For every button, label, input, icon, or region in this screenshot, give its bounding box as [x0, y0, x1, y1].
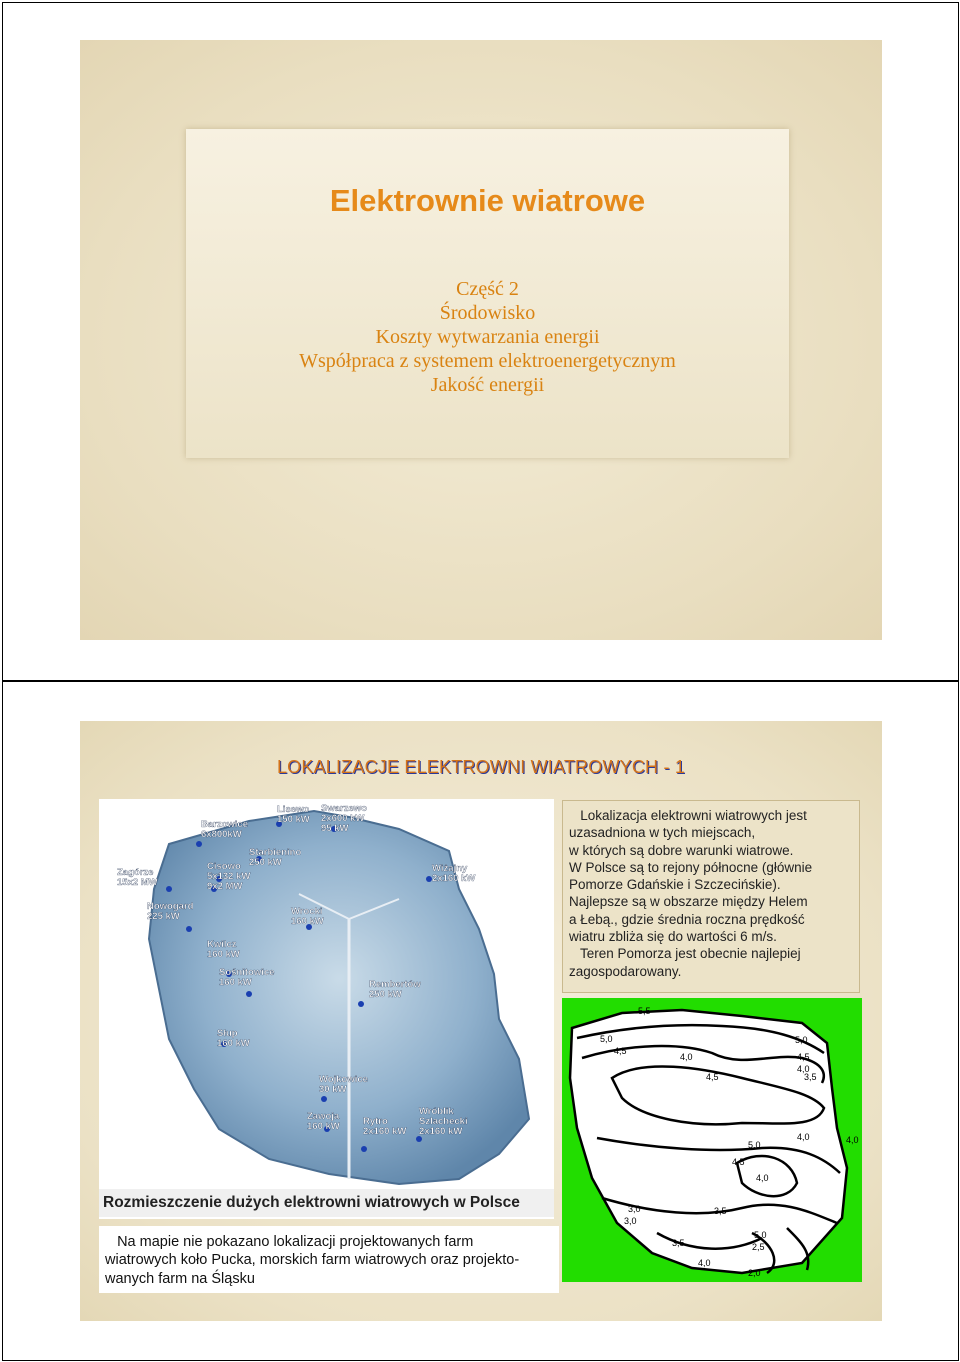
text-line: W Polsce są to rejony północne (głównie [569, 859, 813, 875]
svg-text:250 kW: 250 kW [249, 857, 282, 868]
svg-text:5,0: 5,0 [795, 1035, 808, 1045]
svg-text:Nowogard: Nowogard [147, 901, 194, 912]
text-line: Pomorze Gdańskie i Szczecińskie). [569, 877, 781, 893]
svg-text:4,0: 4,0 [756, 1173, 769, 1183]
svg-text:5,0: 5,0 [754, 1230, 767, 1240]
svg-text:2x600 kW: 2x600 kW [321, 813, 365, 824]
svg-text:4,0: 4,0 [846, 1135, 859, 1145]
svg-text:Kwilcz: Kwilcz [207, 939, 237, 950]
slide-1-subtitle [186, 277, 789, 397]
svg-text:160 kW: 160 kW [217, 1038, 250, 1049]
svg-text:160 kW: 160 kW [219, 977, 252, 988]
slide-1-title: Elektrownie wiatrowe [329, 183, 646, 218]
subtitle-line: Koszty wytwarzania energii [375, 326, 600, 348]
svg-text:160 kW: 160 kW [207, 949, 240, 960]
svg-text:160 kW: 160 kW [291, 916, 324, 927]
svg-text:Wojkowice: Wojkowice [319, 1074, 368, 1085]
svg-text:15x2 MW: 15x2 MW [117, 877, 158, 888]
svg-text:2x160 kW: 2x160 kW [419, 1126, 463, 1137]
svg-text:3,0: 3,0 [624, 1216, 637, 1226]
text-line: wiatru zbliża się do wartości 6 m/s. [569, 929, 777, 945]
svg-text:30 kW: 30 kW [319, 1084, 347, 1095]
text-line: Lokalizacja elektrowni wiatrowych jest [569, 808, 807, 823]
svg-text:9x2 MW: 9x2 MW [207, 881, 243, 892]
note-line: wiatrowych koło Pucka, morskich farm wiatrowych oraz projekto- [105, 1252, 520, 1269]
svg-text:160 kW: 160 kW [307, 1121, 340, 1132]
svg-text:Barzowice: Barzowice [201, 819, 248, 830]
svg-text:150 kW: 150 kW [277, 814, 310, 825]
description-text [562, 800, 860, 993]
svg-text:Sośnitowice: Sośnitowice [219, 967, 275, 978]
svg-text:4,0: 4,0 [797, 1064, 810, 1074]
svg-text:Lisewo: Lisewo [277, 804, 310, 815]
text-line: zagospodarowany. [569, 963, 682, 979]
svg-text:Wiżajny: Wiżajny [432, 863, 468, 874]
subtitle-line: Środowisko [439, 302, 536, 324]
svg-text:5,0: 5,0 [600, 1034, 613, 1044]
slide-2-title: LOKALIZACJE ELEKTROWNI WIATROWYCH - 1 [276, 757, 686, 777]
text-line: Teren Pomorza jest obecnie najlepiej [569, 946, 801, 962]
svg-text:Wrocki: Wrocki [291, 906, 323, 917]
note-text [99, 1226, 559, 1293]
text-line: w których są dobre warunki wiatrowe. [569, 842, 794, 858]
svg-text:2x160 kW: 2x160 kW [432, 873, 476, 884]
svg-text:6x800kW: 6x800kW [201, 829, 242, 840]
subtitle-line: Współpraca z systemem elektroenergetycznym [299, 350, 676, 372]
text-line: uzasadniona w tych miejscach, [569, 825, 756, 841]
svg-text:Wróblik: Wróblik [419, 1106, 454, 1117]
svg-text:2x160 kW: 2x160 kW [363, 1126, 407, 1137]
svg-text:95 kW: 95 kW [321, 823, 349, 834]
svg-text:5x132 kW: 5x132 kW [207, 871, 251, 882]
svg-text:Zagórze: Zagórze [117, 867, 154, 878]
svg-text:4,0: 4,0 [698, 1258, 711, 1268]
subtitle-line: Jakość energii [430, 374, 545, 396]
svg-text:4,5: 4,5 [614, 1046, 627, 1056]
svg-text:Szlachecki: Szlachecki [419, 1116, 468, 1127]
wind-farm-map [99, 799, 554, 1219]
svg-text:5,5: 5,5 [638, 1006, 651, 1016]
svg-text:3,0: 3,0 [628, 1204, 641, 1214]
svg-text:Rembertów: Rembertów [369, 979, 421, 990]
svg-text:225 kW: 225 kW [147, 911, 180, 922]
svg-text:4,0: 4,0 [797, 1132, 810, 1142]
svg-text:Starbienino: Starbienino [249, 847, 302, 858]
svg-text:2,5: 2,5 [752, 1242, 765, 1252]
svg-text:3,5: 3,5 [804, 1072, 817, 1082]
text-line: a Łebą., gdzie średnia roczna prędkość [569, 911, 805, 927]
wind-speed-map [562, 998, 862, 1282]
svg-text:Rytro: Rytro [363, 1116, 388, 1127]
svg-text:3,5: 3,5 [714, 1206, 727, 1216]
svg-text:4,5: 4,5 [706, 1072, 719, 1082]
isoline-map-image [562, 998, 862, 1282]
note-line: Na mapie nie pokazano lokalizacji projektowanych farm [105, 1234, 474, 1250]
note-line: wanych farm na Śląsku [105, 1270, 255, 1287]
subtitle-line: Część 2 [456, 278, 519, 300]
svg-text:3,5: 3,5 [672, 1238, 685, 1248]
map-caption: Rozmieszczenie dużych elektrowni wiatrowych w Polsce [99, 1189, 554, 1217]
svg-text:250 kW: 250 kW [369, 989, 402, 1000]
svg-text:2,0: 2,0 [748, 1268, 761, 1278]
svg-text:4,5: 4,5 [732, 1157, 745, 1167]
svg-text:5,0: 5,0 [748, 1140, 761, 1150]
svg-text:4,0: 4,0 [680, 1052, 693, 1062]
svg-text:Cisowo: Cisowo [207, 861, 241, 872]
svg-text:Słup: Słup [217, 1028, 238, 1039]
svg-text:Zawoja: Zawoja [307, 1111, 340, 1122]
svg-text:4,5: 4,5 [797, 1052, 810, 1062]
svg-text:Swarzewo: Swarzewo [321, 803, 367, 814]
poland-map-image [99, 799, 554, 1191]
text-line: Najlepsze są w obszarze między Helem [569, 894, 808, 910]
